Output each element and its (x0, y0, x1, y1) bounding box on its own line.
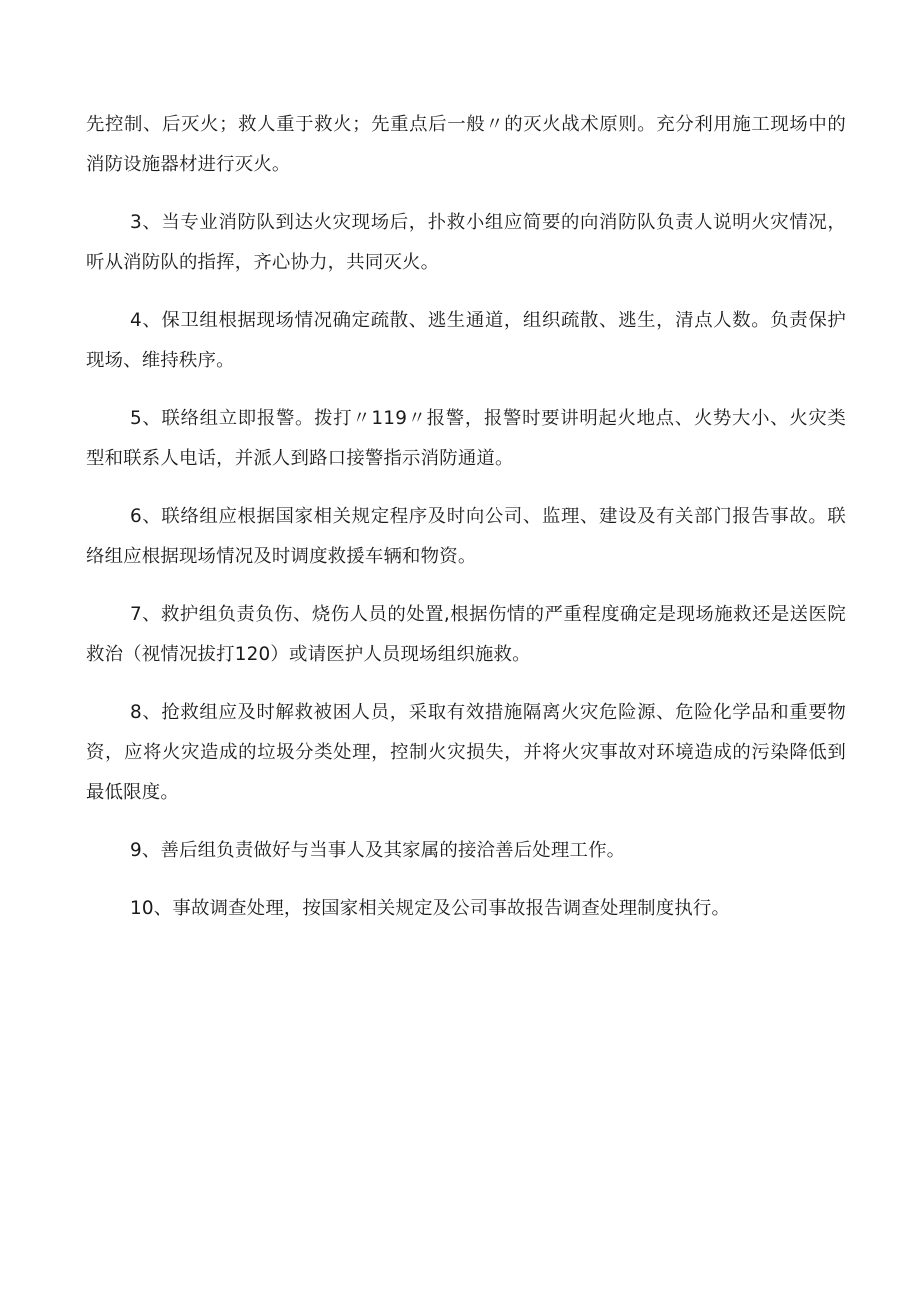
paragraph-item-6: 6、联络组应根据国家相关规定程序及时向公司、监理、建设及有关部门报告事故。联络组应根据现场情况及时调度救援车辆和物资。 (86, 506, 846, 567)
paragraph-item-9: 9、善后组负责做好与当事人及其家属的接洽善后处理工作。 (130, 840, 626, 861)
paragraph-continuation: 先控制、后灭火；救人重于救火；先重点后一般〃的灭火战术原则。充分利用施工现场中的消防设施器材进行灭火。 (86, 114, 846, 175)
paragraph-item-5: 5、联络组立即报警。拨打〃119〃报警，报警时要讲明起火地点、火势大小、火灾类型和联系人电话，并派人到路口接警指示消防通道。 (86, 408, 846, 469)
paragraph-item-8: 8、抢救组应及时解救被困人员，采取有效措施隔离火灾危险源、危险化学品和重要物资，应将火灾造成的垃圾分类处理，控制火灾损失，并将火灾事故对环境造成的污染降低到最低限度。 (86, 702, 846, 803)
paragraph-item-3: 3、当专业消防队到达火灾现场后，扑救小组应简要的向消防队负责人说明火灾情况，听从消防队的指挥，齐心协力，共同灭火。 (86, 212, 846, 273)
paragraph-item-7: 7、救护组负责负伤、烧伤人员的处置,根据伤情的严重程度确定是现场施救还是送医院救治（视情况拔打120）或请医护人员现场组织施救。 (86, 604, 846, 665)
paragraph-item-4: 4、保卫组根据现场情况确定疏散、逃生通道，组织疏散、逃生，清点人数。负责保护现场、维持秩序。 (86, 310, 846, 371)
document-body (86, 105, 846, 947)
paragraph-item-10: 10、事故调查处理，按国家相关规定及公司事故报告调查处理制度执行。 (130, 898, 731, 919)
